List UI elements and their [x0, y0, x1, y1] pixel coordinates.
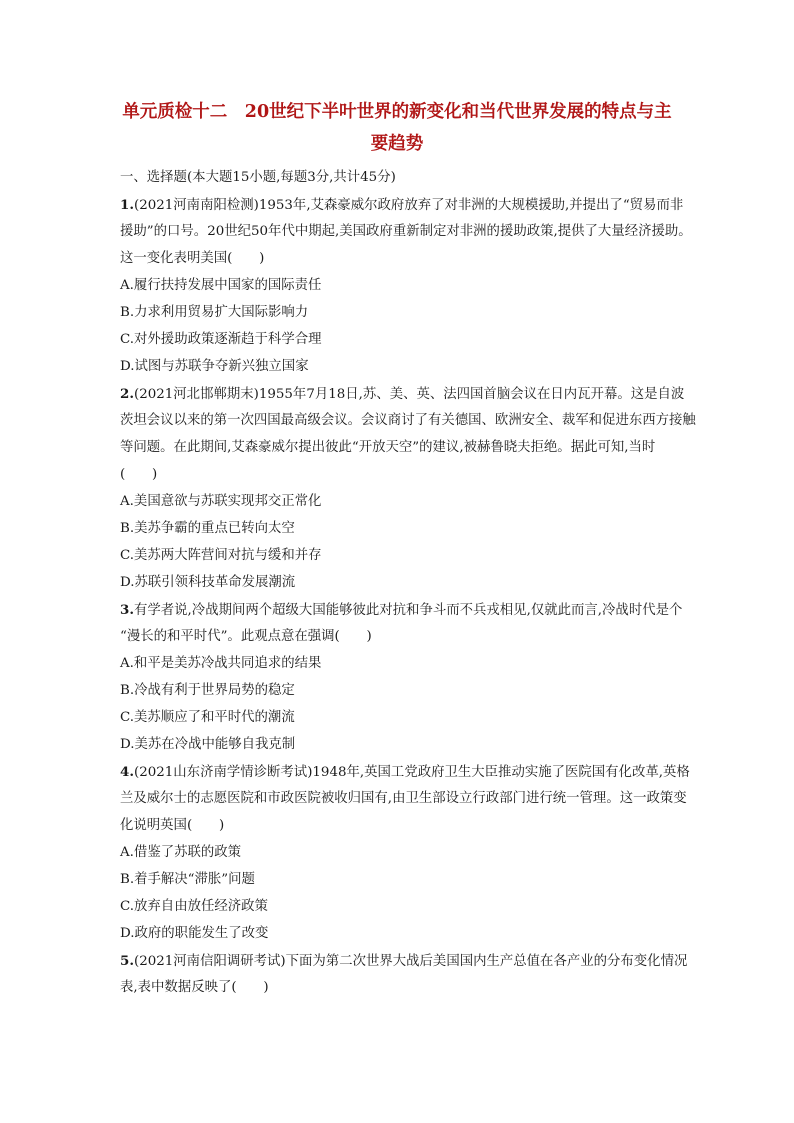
question-1-option-d: D.试图与苏联争夺新兴独立国家 — [120, 359, 309, 374]
question-3-option-b: B.冷战有利于世界局势的稳定 — [120, 683, 295, 698]
question-3-option-d: D.美苏在冷战中能够自我克制 — [120, 737, 296, 752]
question-2-line-2: 茨坦会议以来的第一次四国最高级会议。会议商讨了有关德国、欧洲安全、裁军和促进东西方接触 — [120, 413, 696, 428]
section-heading: 一、选择题(本大题15小题,每题3分,共计45分) — [120, 170, 396, 185]
question-3-number: 3. — [120, 602, 134, 618]
question-3-line-2: “漫长的和平时代”。此观点意在强调( ) — [120, 629, 372, 644]
question-2-line-1: 2.(2021河北邯郸期末)1955年7月18日,苏、美、英、法四国首脑会议在日内瓦开幕。这是自波 — [120, 386, 685, 402]
question-4-option-b: B.着手解决“滞胀”问题 — [120, 872, 255, 887]
question-4-option-c: C.放弃自由放任经济政策 — [120, 899, 268, 914]
question-5-line-1: 5.(2021河南信阳调研考试)下面为第二次世界大战后美国国内生产总值在各产业的分布变化情况 — [120, 953, 688, 969]
question-1-option-a: A.履行扶持发展中国家的国际责任 — [120, 278, 322, 293]
question-2-option-b: B.美苏争霸的重点已转向太空 — [120, 521, 295, 536]
question-1-number: 1. — [120, 197, 134, 213]
question-5-number: 5. — [120, 953, 134, 969]
question-1-line-3: 这一变化表明美国( ) — [120, 251, 265, 266]
question-2-line-3: 等问题。在此期间,艾森豪威尔提出彼此“开放天空”的建议,被赫鲁晓夫拒绝。据此可知,当时 — [120, 440, 656, 455]
question-4-line-1: 4.(2021山东济南学情诊断考试)1948年,英国工党政府卫生大臣推动实施了医院国有化改革,英格 — [120, 764, 690, 780]
document-title-line-2: 要趋势 — [370, 134, 424, 154]
question-4-number: 4. — [120, 764, 134, 780]
question-3-option-a: A.和平是美苏冷战共同追求的结果 — [120, 656, 322, 671]
question-5-line-2: 表,表中数据反映了( ) — [120, 980, 269, 995]
question-2-option-d: D.苏联引领科技革命发展潮流 — [120, 575, 296, 590]
question-3-line-1: 3.有学者说,冷战期间两个超级大国能够彼此对抗和争斗而不兵戎相见,仅就此而言,冷战时代是个 — [120, 602, 683, 618]
question-1-option-b: B.力求利用贸易扩大国际影响力 — [120, 305, 309, 320]
question-2-option-a: A.美国意欲与苏联实现邦交正常化 — [120, 494, 322, 509]
question-2-line-4: ( ) — [120, 467, 158, 482]
question-1-line-2: 援助”的口号。20世纪50年代中期起,美国政府重新制定对非洲的援助政策,提供了大量经济援助。 — [120, 224, 692, 239]
question-3-option-c: C.美苏顺应了和平时代的潮流 — [120, 710, 295, 725]
question-2-number: 2. — [120, 386, 134, 402]
question-4-line-3: 化说明英国( ) — [120, 818, 225, 833]
question-1-option-c: C.对外援助政策逐渐趋于科学合理 — [120, 332, 322, 347]
question-4-option-d: D.政府的职能发生了改变 — [120, 926, 269, 941]
question-2-option-c: C.美苏两大阵营间对抗与缓和并存 — [120, 548, 322, 563]
question-4-line-2: 兰及威尔士的志愿医院和市政医院被收归国有,由卫生部设立行政部门进行统一管理。这一政策变 — [120, 791, 687, 806]
question-1-line-1: 1.(2021河南南阳检测)1953年,艾森豪威尔政府放弃了对非洲的大规模援助,并提出了“贸易而非 — [120, 197, 684, 213]
document-title-line-1: 单元质检十二 20世纪下半叶世界的新变化和当代世界发展的特点与主 — [122, 102, 672, 122]
question-4-option-a: A.借鉴了苏联的政策 — [120, 845, 242, 860]
